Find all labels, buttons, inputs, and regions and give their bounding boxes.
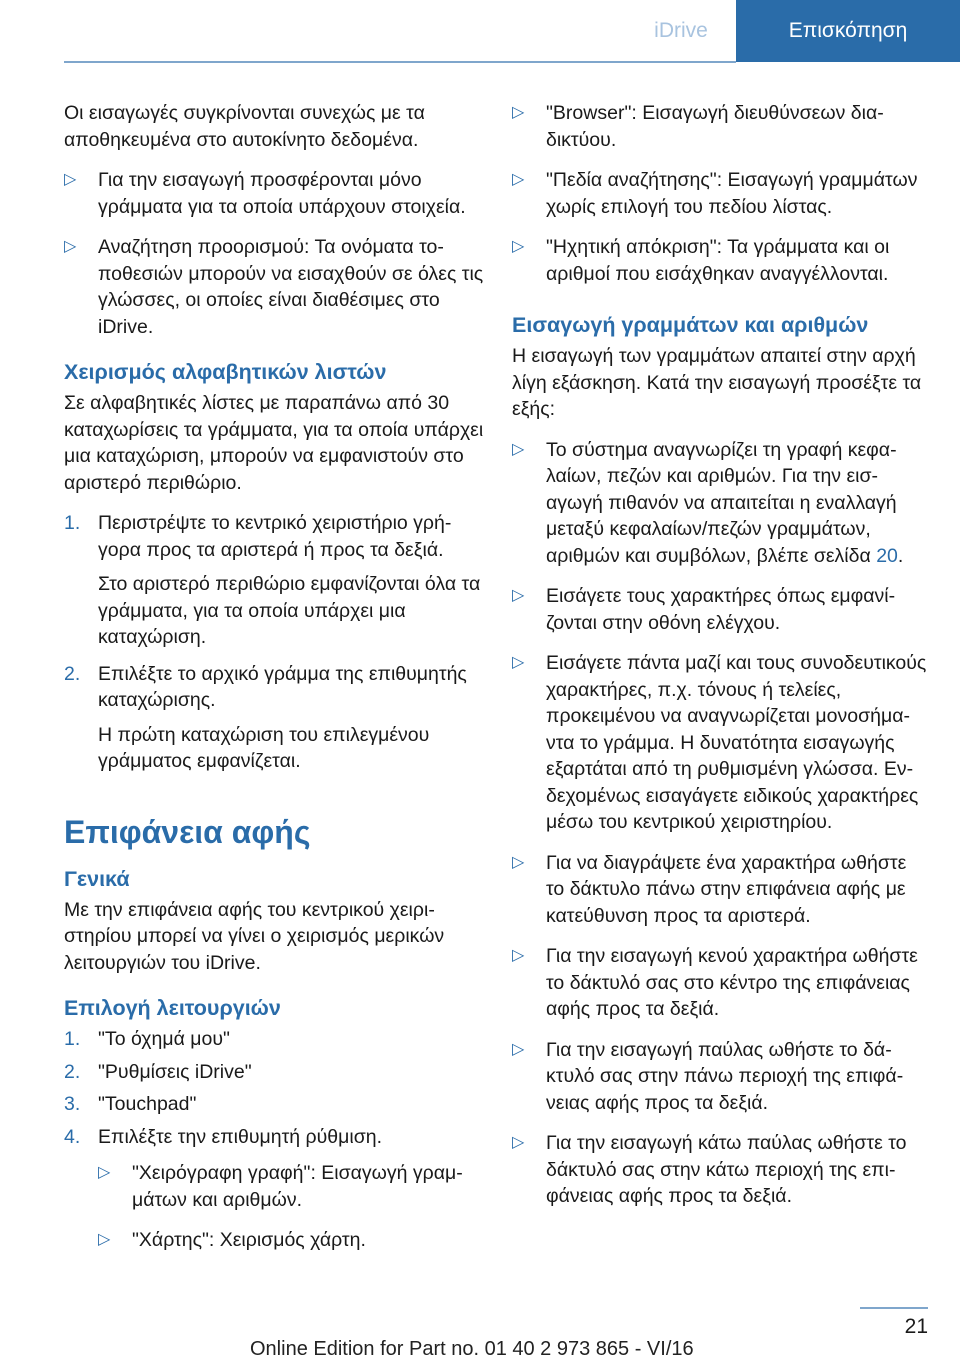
triangle-bullet-icon: ▷ xyxy=(98,1231,111,1248)
heading-select-functions: Επιλογή λειτουργιών xyxy=(64,996,281,1020)
left-column xyxy=(64,100,484,1268)
bullet-item xyxy=(512,583,928,636)
sub-bullet-text: "Χειρόγραφη γραφή": Εισαγωγή γραμμάτων και αριθμών. xyxy=(132,1162,463,1211)
bullet-text: Για την εισαγωγή προσφέρονται μόνο γράμματα για τα οποία υπάρχουν στοιχεία. xyxy=(98,169,466,218)
step-text: "Ρυθμίσεις iDrive" xyxy=(98,1060,252,1083)
triangle-bullet-icon: ▷ xyxy=(98,1164,111,1181)
step-text: "Touchpad" xyxy=(98,1093,197,1115)
step-result: Η πρώτη καταχώριση του επιλεγμένου γράμματος εμφανίζεται. xyxy=(98,723,430,772)
general-paragraph: Με την επιφάνεια αφής του κεντρικού χειριστηρίου μπορεί να γίνει ο χειρισμός μερικών λειτουργιών του iDrive. xyxy=(64,898,445,974)
step-number: 2. xyxy=(64,1060,81,1083)
step-text: Επιλέξτε το αρχικό γράμμα της επιθυμητής καταχώρισης. xyxy=(98,662,467,711)
page-number: 21 xyxy=(904,1315,928,1338)
triangle-bullet-icon: ▷ xyxy=(512,440,525,458)
step-result: Στο αριστερό περιθώριο εμφανίζονται όλα τα γράμματα, για τα οποία υπάρχει μια καταχώριση. xyxy=(98,573,481,648)
step-text: Επιλέξτε την επιθυμητή ρύθμιση. xyxy=(98,1125,382,1148)
page-header xyxy=(0,0,960,62)
heading-touchpad: Επιφάνεια αφής xyxy=(64,813,311,850)
step-text: Περιστρέψτε το κεντρικό χειριστήριο γρήγορα προς τα αριστερά ή προς τα δεξιά. xyxy=(98,512,452,561)
sub-bullet-item xyxy=(98,1227,484,1254)
numbered-step xyxy=(64,1124,484,1254)
header-rule xyxy=(64,61,736,63)
page-link[interactable]: 20 xyxy=(876,544,898,567)
sub-bullet-text: "Χάρτης": Χειρισμός χάρτη. xyxy=(132,1229,366,1251)
triangle-bullet-icon: ▷ xyxy=(512,947,525,964)
bullet-text: Εισάγετε τους χαρακτήρες όπως εμφανίζονται στην οθόνη ελέγχου. xyxy=(546,585,896,634)
bullet-item xyxy=(512,100,928,153)
triangle-bullet-icon: ▷ xyxy=(512,171,525,188)
bullet-item xyxy=(512,437,928,570)
triangle-bullet-icon: ▷ xyxy=(512,238,525,255)
header-active-tab: Επισκόπηση xyxy=(736,0,960,62)
bullet-text: Το σύστημα αναγνωρίζει τη γραφή κεφαλαίων, πεζών και αριθμών. Για την εισαγωγή πιθανόν να απαιτείται η εναλλαγή μεταξύ κεφαλαίων/πεζών γραμμάτων, αριθμών και συμβόλων, βλέπε σελίδα xyxy=(546,438,897,567)
alpha-paragraph: Σε αλφαβητικές λίστες με παραπάνω από 30 καταχωρίσεις τα γράμματα, για τα οποία υπάρχει μια καταχώριση, μπορούν να εμφανιστούν στο αριστερό περιθώριο. xyxy=(64,392,484,494)
heading-general: Γενικά xyxy=(64,866,130,891)
header-section-label: iDrive xyxy=(654,19,708,42)
bullet-item xyxy=(512,1037,928,1117)
bullet-item xyxy=(512,1130,928,1210)
bullet-text: Εισάγετε πάντα μαζί και τους συνοδευτικούς χαρακτήρες, π.χ. τόνους ή τελείες, προκειμένου να αναγνωρίζεται μονοσήμαντα το γράμμα. Η δυνατότητα εισαγωγής εξαρτάται από τη ρυθμισμένη γλώσσα. Ενδεχομένως εισαγάγετε ειδικούς χαρακτήρες μέσω του κεντρικού χειριστηρίου. xyxy=(546,652,927,833)
step-text: "Το όχημά μου" xyxy=(98,1028,230,1050)
bullet-item xyxy=(512,943,928,1023)
step-number: 4. xyxy=(64,1125,81,1148)
bullet-item xyxy=(512,234,928,287)
page-number-rule xyxy=(860,1307,928,1309)
triangle-bullet-icon: ▷ xyxy=(512,1040,525,1058)
numbered-step xyxy=(64,1026,484,1053)
triangle-bullet-icon: ▷ xyxy=(512,587,525,604)
triangle-bullet-icon: ▷ xyxy=(512,104,525,121)
triangle-bullet-icon: ▷ xyxy=(64,171,77,188)
bullet-text: Για να διαγράψετε ένα χαρακτήρα ωθήστε το δάκτυλο πάνω στην επιφάνεια αφής με κατεύθυνση προς τα αριστερά. xyxy=(546,851,907,927)
bullet-item xyxy=(512,167,928,220)
bullet-item xyxy=(64,167,484,220)
heading-input-letters: Εισαγωγή γραμμάτων και αριθμών xyxy=(512,313,869,337)
triangle-bullet-icon: ▷ xyxy=(512,1134,525,1151)
bullet-text: "Πεδία αναζήτησης": Εισαγωγή γραμμάτων χωρίς επιλογή του πεδίου λίστας. xyxy=(546,169,918,218)
step-number: 1. xyxy=(64,1028,81,1050)
bullet-text: "Browser": Εισαγωγή διευθύνσεων διαδικτύου. xyxy=(546,102,884,151)
triangle-bullet-icon: ▷ xyxy=(512,654,525,671)
footer-edition: Online Edition for Part no. 01 40 2 973 865 - VI/16 xyxy=(250,1338,694,1360)
heading-alphabetic-lists: Χειρισμός αλφαβητικών λιστών xyxy=(64,360,387,384)
bullet-item xyxy=(64,234,484,340)
numbered-step xyxy=(64,510,484,651)
bullet-text-end: . xyxy=(897,544,904,567)
intro-paragraph: Οι εισαγωγές συγκρίνονται συνεχώς με τα αποθηκευμένα στο αυτοκίνητο δεδομένα. xyxy=(64,102,425,151)
step-number: 1. xyxy=(64,512,81,534)
step-number: 2. xyxy=(64,662,81,685)
bullet-text: Για την εισαγωγή κάτω παύλας ωθήστε το δάκτυλό σας στην κάτω περιοχή της επιφάνειας αφής προς τα δεξιά. xyxy=(546,1132,907,1207)
numbered-step xyxy=(64,1091,484,1118)
bullet-text: Για την εισαγωγή κενού χαρακτήρα ωθήστε το δάκτυλό σας στο κέντρο της επιφάνειας αφής προς τα δεξιά. xyxy=(546,945,918,1020)
numbered-step xyxy=(64,661,484,775)
sub-bullet-item xyxy=(98,1160,484,1213)
right-column xyxy=(512,100,928,1224)
step-number: 3. xyxy=(64,1093,81,1115)
triangle-bullet-icon: ▷ xyxy=(512,853,525,871)
input-paragraph: Η εισαγωγή των γραμμάτων απαιτεί στην αρχή λίγη εξάσκηση. Κατά την εισαγωγή προσέξτε τα εξής: xyxy=(512,345,922,420)
numbered-step xyxy=(64,1059,484,1086)
bullet-text: "Ηχητική απόκριση": Τα γράμματα και οι αριθμοί που εισάχθηκαν αναγγέλλονται. xyxy=(546,236,890,285)
triangle-bullet-icon: ▷ xyxy=(64,238,77,255)
bullet-text: Αναζήτηση προορισμού: Τα ονόματα τοποθεσιών μπορούν να εισαχθούν σε όλες τις γλώσσες, οι οποίες είναι διαθέσιμες στο iDrive. xyxy=(98,236,484,338)
bullet-item xyxy=(512,850,928,930)
bullet-item xyxy=(512,650,928,836)
bullet-text: Για την εισαγωγή παύλας ωθήστε το δάκτυλό σας στην πάνω περιοχή της επιφάνειας αφής προς τα δεξιά. xyxy=(546,1038,904,1114)
